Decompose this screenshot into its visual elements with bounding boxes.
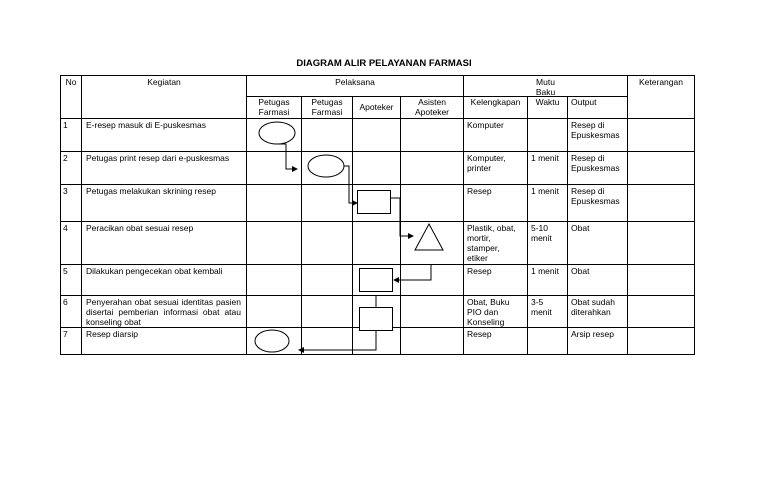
row-4-waktu: 5-10 menit [531, 223, 552, 243]
row-4-kegiatan: Peracikan obat sesuai resep [86, 223, 194, 233]
row-7-kelengkapan: Resep [467, 329, 492, 339]
row-3-no: 3 [63, 186, 68, 196]
header-petugas-farmasi-1: Petugas Farmasi [258, 97, 290, 117]
row-6-kegiatan: Penyerahan obat sesuai identitas pasien disertai pemberian informasi obat atau konseling obat [86, 297, 241, 327]
row-5-waktu: 1 menit [531, 266, 559, 276]
row-2-kegiatan: Petugas print resep dari e-puskesmas [86, 153, 230, 163]
row-2-kelengkapan: Komputer, printer [467, 153, 506, 173]
flow-ellipse-step-2 [308, 155, 344, 177]
row-1-kegiatan: E-resep masuk di E-puskesmas [86, 120, 206, 130]
flow-ellipse-step-7 [255, 330, 289, 352]
flow-rect-step-3 [358, 191, 391, 214]
row-6-waktu: 3-5 menit [531, 297, 552, 317]
row-6-no: 6 [63, 297, 68, 307]
header-asisten-apoteker: Asisten Apoteker [414, 97, 450, 117]
row-2-output: Resep di Epuskesmas [571, 153, 620, 173]
header-output: Output [571, 97, 597, 107]
row-5-no: 5 [63, 266, 68, 276]
flow-arrow [277, 144, 297, 169]
header-petugas-farmasi-2: Petugas Farmasi [311, 97, 343, 117]
row-4-kelengkapan: Plastik, obat, mortir, stamper, etiker [467, 223, 516, 263]
row-3-kegiatan: Petugas melakukan skrining resep [86, 186, 216, 196]
row-7-output: Arsip resep [571, 329, 614, 339]
flow-arrow [299, 331, 376, 350]
title: DIAGRAM ALIR PELAYANAN FARMASI [296, 58, 472, 69]
header-no: No [65, 77, 77, 87]
row-5-kelengkapan: Resep [467, 266, 492, 276]
header-kegiatan: Kegiatan [147, 77, 181, 87]
row-5-output: Obat [571, 266, 590, 276]
header-kelengkapan: Kelengkapan [470, 97, 521, 107]
header-apoteker: Apoteker [359, 102, 394, 112]
row-3-kelengkapan: Resep [467, 186, 492, 196]
row-1-output: Resep di Epuskesmas [571, 120, 620, 140]
flow-triangle-step-4 [415, 224, 443, 250]
row-3-waktu: 1 menit [531, 186, 559, 196]
row-4-output: Obat [571, 223, 590, 233]
flow-rect-step-5 [360, 269, 393, 292]
row-1-kelengkapan: Komputer [467, 120, 504, 130]
header-waktu: Waktu [535, 97, 560, 107]
row-6-kelengkapan: Obat, Buku PIO dan Konseling [467, 297, 510, 327]
header-pelaksana: Pelaksana [335, 77, 375, 87]
flow-arrow [394, 265, 431, 280]
flow-ellipse-step-1 [259, 122, 295, 144]
row-4-no: 4 [63, 223, 68, 233]
flow-arrow [390, 198, 413, 236]
row-6-output: Obat sudah diterahkan [571, 297, 615, 317]
row-2-waktu: 1 menit [531, 153, 559, 163]
header-keterangan: Keterangan [639, 77, 683, 87]
header-mutu-baku: Mutu Baku [535, 77, 556, 97]
row-1-no: 1 [63, 120, 68, 130]
row-5-kegiatan: Dilakukan pengecekan obat kembali [86, 266, 223, 276]
row-3-output: Resep di Epuskesmas [571, 186, 620, 206]
row-7-no: 7 [63, 329, 68, 339]
row-2-no: 2 [63, 153, 68, 163]
flow-rect-step-6 [360, 308, 393, 331]
row-7-kegiatan: Resep diarsip [86, 329, 138, 339]
